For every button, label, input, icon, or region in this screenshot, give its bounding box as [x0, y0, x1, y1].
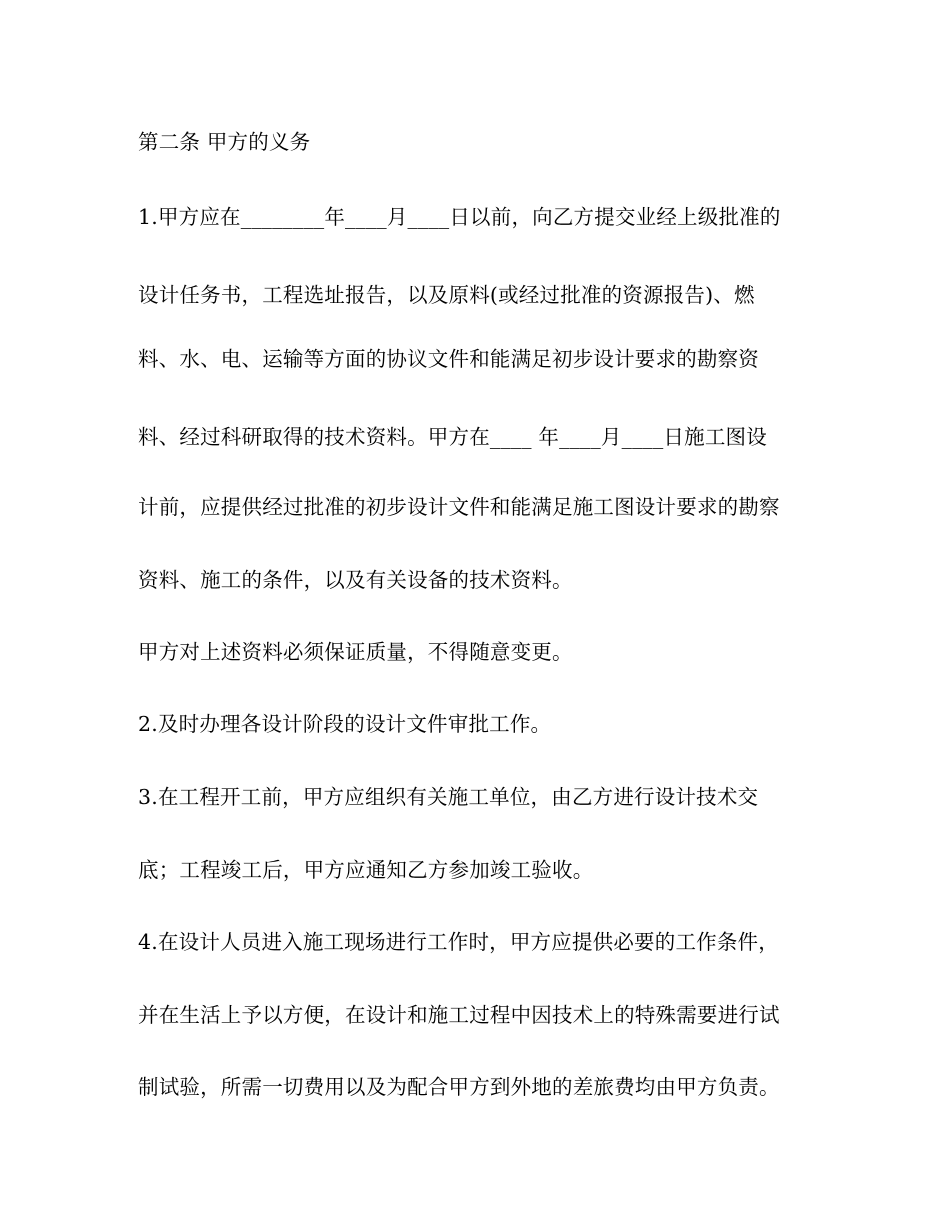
paragraph-line: 底；工程竣工后，甲方应通知乙方参加竣工验收。 — [138, 858, 594, 882]
paragraph-line: 1.甲方应在________年____月____日以前，向乙方提交业经上级批准的 — [138, 205, 781, 229]
paragraph-line: 2.及时办理各设计阶段的设计文件审批工作。 — [138, 712, 552, 736]
section-heading: 第二条 甲方的义务 — [138, 130, 311, 154]
paragraph-line: 料、水、电、运输等方面的协议文件和能满足初步设计要求的勘察资 — [138, 347, 759, 371]
paragraph-line: 资料、施工的条件，以及有关设备的技术资料。 — [138, 568, 573, 592]
paragraph-line: 计前，应提供经过批准的初步设计文件和能满足施工图设计要求的勘察 — [138, 495, 780, 519]
paragraph-line: 设计任务书，工程选址报告，以及原料(或经过批准的资源报告)、燃 — [138, 283, 755, 307]
paragraph-line: 并在生活上予以方便，在设计和施工过程中因技术上的特殊需要进行试 — [138, 1003, 780, 1027]
paragraph-line: 甲方对上述资料必须保证质量，不得随意变更。 — [138, 640, 573, 664]
paragraph-line: 料、经过科研取得的技术资料。甲方在____ 年____月____日施工图设 — [138, 425, 767, 449]
paragraph-line: 4.在设计人员进入施工现场进行工作时，甲方应提供必要的工作条件， — [138, 930, 779, 954]
paragraph-line: 3.在工程开工前，甲方应组织有关施工单位，由乙方进行设计技术交 — [138, 785, 759, 809]
paragraph-line: 制试验，所需一切费用以及为配合甲方到外地的差旅费均由甲方负责。 — [138, 1075, 780, 1099]
